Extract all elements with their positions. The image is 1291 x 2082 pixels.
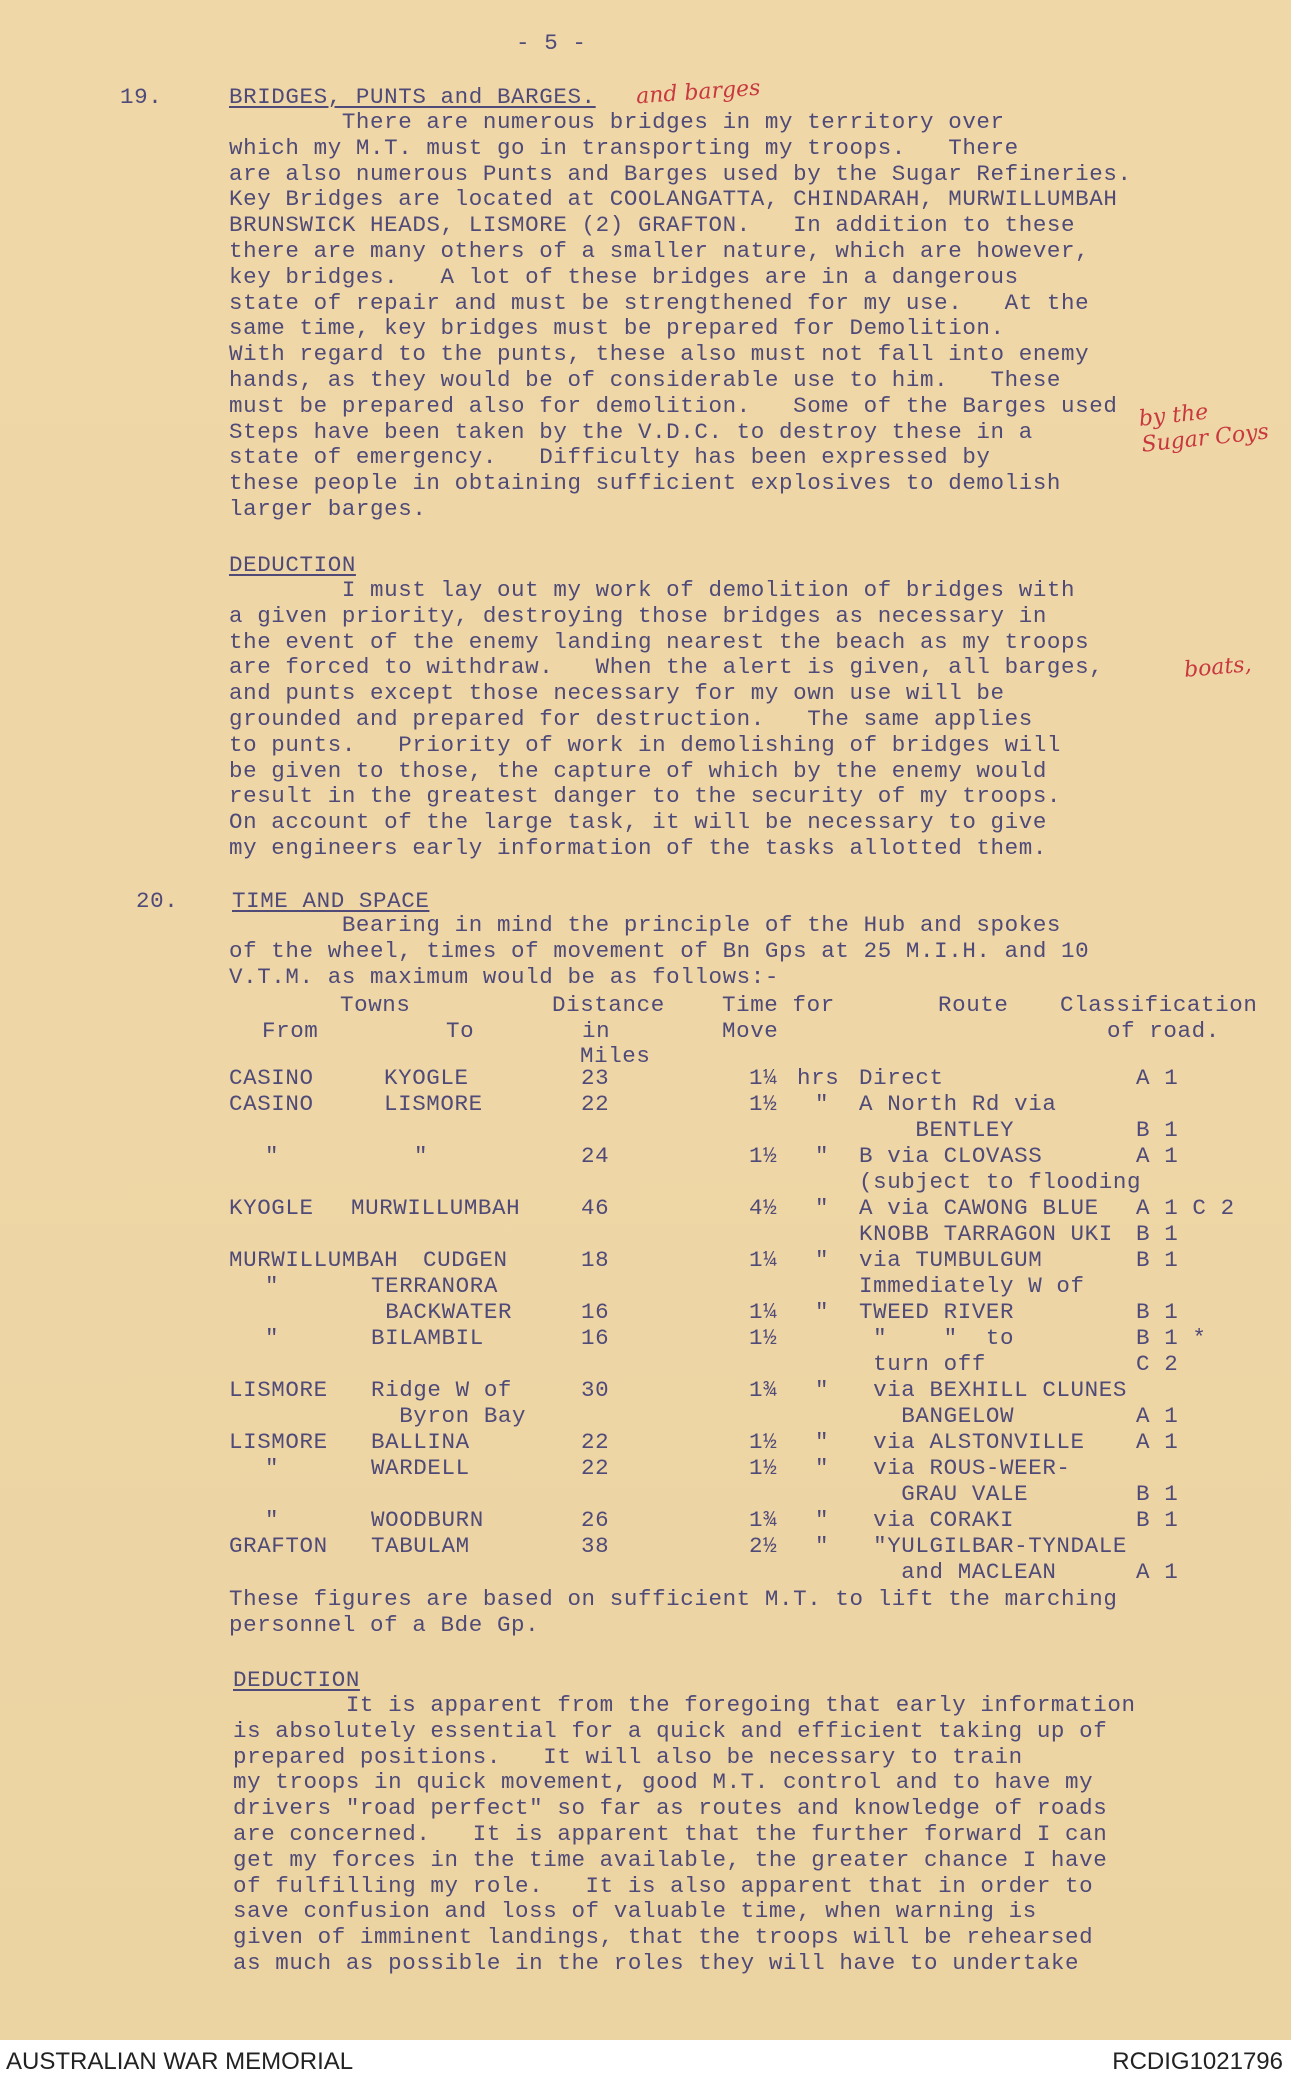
table-cell: 1½ bbox=[749, 1091, 778, 1117]
table-cell: BACKWATER bbox=[357, 1299, 513, 1325]
body-line: On account of the large task, it will be necessary to give bbox=[229, 809, 1047, 836]
table-cell: " bbox=[815, 1455, 830, 1481]
table-row bbox=[229, 1325, 1269, 1351]
body-line: I must lay out my work of demolition of bridges with bbox=[229, 577, 1076, 603]
table-cell: 30 bbox=[581, 1377, 610, 1403]
footer-record-id: RCDIG1021796 bbox=[1112, 2048, 1283, 2075]
body-line: must be prepared also for demolition. Some of the Barges used bbox=[229, 392, 1118, 419]
table-row bbox=[229, 1507, 1269, 1533]
body-line: key bridges. A lot of these bridges are in a dangerous bbox=[229, 263, 1019, 290]
table-cell: 1¼ bbox=[749, 1247, 778, 1273]
table-cell: B 1 bbox=[1136, 1221, 1179, 1247]
table-cell: 22 bbox=[581, 1429, 610, 1455]
body-line: of fulfilling my role. It is also apparent that in order to bbox=[233, 1872, 1094, 1899]
table-cell: B 1 bbox=[1136, 1481, 1179, 1507]
table-cell: " bbox=[265, 1325, 280, 1351]
table-cell: 4½ bbox=[749, 1195, 778, 1221]
table-cell: via CORAKI bbox=[859, 1507, 1015, 1533]
table-row bbox=[229, 1065, 1269, 1091]
header-move: Move bbox=[722, 1018, 779, 1044]
table-row bbox=[229, 1377, 1269, 1403]
section-20-heading: TIME AND SPACE bbox=[232, 888, 430, 914]
table-cell: " bbox=[265, 1143, 280, 1169]
body-line: given of imminent landings, that the troops will be rehearsed bbox=[233, 1924, 1094, 1951]
table-row bbox=[229, 1091, 1269, 1117]
body-line: my engineers early information of the tasks allotted them. bbox=[229, 834, 1047, 861]
body-line: V.T.M. as maximum would be as follows:- bbox=[229, 963, 779, 990]
table-row bbox=[229, 1221, 1269, 1247]
table-cell: "YULGILBAR-TYNDALE bbox=[859, 1533, 1127, 1559]
table-cell: 1¼ bbox=[749, 1065, 778, 1091]
body-line: get my forces in the time available, the greater chance I have bbox=[233, 1846, 1108, 1873]
table-cell: 16 bbox=[581, 1325, 610, 1351]
table-row bbox=[229, 1299, 1269, 1325]
body-line: the event of the enemy landing nearest the beach as my troops bbox=[229, 628, 1090, 655]
table-cell: WARDELL bbox=[371, 1455, 470, 1481]
table-cell: 1½ bbox=[749, 1325, 778, 1351]
table-cell: 2½ bbox=[749, 1533, 778, 1559]
header-to: To bbox=[446, 1018, 475, 1044]
table-cell: A 1 bbox=[1136, 1559, 1179, 1585]
table-cell: B 1 * bbox=[1136, 1325, 1207, 1351]
body-line: which my M.T. must go in transporting my troops. There bbox=[229, 134, 1019, 161]
table-row bbox=[229, 1559, 1269, 1585]
table-cell: Byron Bay bbox=[371, 1403, 527, 1429]
table-cell: " bbox=[815, 1377, 830, 1403]
body-line: result in the greatest danger to the security of my troops. bbox=[229, 783, 1062, 810]
table-cell: via ROUS-WEER- bbox=[859, 1455, 1071, 1481]
table-cell: B 1 bbox=[1136, 1507, 1179, 1533]
deduction-1-body bbox=[229, 578, 1249, 862]
table-cell: KYOGLE bbox=[384, 1065, 469, 1091]
table-cell: " bbox=[815, 1299, 830, 1325]
table-cell: via BEXHILL CLUNES bbox=[859, 1377, 1127, 1403]
table-cell: CASINO bbox=[229, 1065, 314, 1091]
footer-institution: AUSTRALIAN WAR MEMORIAL bbox=[6, 2048, 354, 2075]
body-line: Key Bridges are located at COOLANGATTA, CHINDARAH, MURWILLUMBAH bbox=[229, 186, 1118, 213]
table-cell: B via CLOVASS bbox=[859, 1143, 1043, 1169]
table-cell: and MACLEAN bbox=[859, 1559, 1057, 1585]
table-cell: B 1 bbox=[1136, 1117, 1179, 1143]
deduction-2-body bbox=[233, 1693, 1253, 1977]
body-line: my troops in quick movement, good M.T. control and to have my bbox=[233, 1769, 1094, 1796]
table-row bbox=[229, 1195, 1269, 1221]
table-row bbox=[229, 1455, 1269, 1481]
table-cell: " bbox=[265, 1455, 280, 1481]
table-cell: " bbox=[815, 1429, 830, 1455]
table-cell: 23 bbox=[581, 1065, 610, 1091]
table-cell: " bbox=[815, 1533, 830, 1559]
table-cell: A via CAWONG BLUE bbox=[859, 1195, 1099, 1221]
table-cell: WOODBURN bbox=[371, 1507, 484, 1533]
header-distance-in: in bbox=[582, 1018, 611, 1044]
body-line: a given priority, destroying those bridges as necessary in bbox=[229, 602, 1047, 629]
table-cell: B 1 bbox=[1136, 1299, 1179, 1325]
table-cell: turn off bbox=[859, 1351, 986, 1377]
header-classification: Classification bbox=[1060, 992, 1258, 1018]
table-cell: 24 bbox=[581, 1143, 610, 1169]
body-line: grounded and prepared for destruction. The same applies bbox=[229, 705, 1033, 732]
body-line: BRUNSWICK HEADS, LISMORE (2) GRAFTON. In addition to these bbox=[229, 212, 1076, 239]
table-row bbox=[229, 1429, 1269, 1455]
handwritten-heading-note: and barges bbox=[635, 75, 762, 110]
table-cell: C 2 bbox=[1136, 1351, 1179, 1377]
body-line: larger barges. bbox=[229, 495, 427, 522]
table-cell: A 1 bbox=[1136, 1403, 1179, 1429]
table-cell: A 1 bbox=[1136, 1429, 1179, 1455]
table-cell: 1¼ bbox=[749, 1299, 778, 1325]
body-line: prepared positions. It will also be necessary to train bbox=[233, 1743, 1023, 1770]
body-line: drivers "road perfect" so far as routes and knowledge of roads bbox=[233, 1795, 1108, 1822]
table-row bbox=[229, 1403, 1269, 1429]
header-route: Route bbox=[938, 992, 1009, 1018]
body-line: as much as possible in the roles they will have to undertake bbox=[233, 1949, 1080, 1976]
table-cell: 22 bbox=[581, 1091, 610, 1117]
section-19-body bbox=[229, 110, 1249, 523]
body-line: state of emergency. Difficulty has been expressed by bbox=[229, 444, 991, 471]
body-line: these people in obtaining sufficient explosives to demolish bbox=[229, 470, 1062, 497]
table-cell: TWEED RIVER bbox=[859, 1299, 1015, 1325]
table-cell: 1½ bbox=[749, 1429, 778, 1455]
table-cell: " " to bbox=[859, 1325, 1015, 1351]
table-row bbox=[229, 1247, 1269, 1273]
section-19-heading: BRIDGES, PUNTS and BARGES. bbox=[229, 84, 596, 110]
body-line: save confusion and loss of valuable time, when warning is bbox=[233, 1898, 1037, 1925]
table-cell: 18 bbox=[581, 1247, 610, 1273]
table-cell: CASINO bbox=[229, 1091, 314, 1117]
table-cell: (subject to flooding bbox=[859, 1169, 1142, 1195]
page-number: - 5 - bbox=[516, 30, 587, 56]
table-cell: A 1 C 2 bbox=[1136, 1195, 1235, 1221]
body-line: are concerned. It is apparent that the further forward I can bbox=[233, 1820, 1108, 1847]
table-cell: Ridge W of bbox=[371, 1377, 513, 1403]
table-cell: " bbox=[815, 1507, 830, 1533]
table-cell: 26 bbox=[581, 1507, 610, 1533]
header-time-for: Time for bbox=[722, 992, 835, 1018]
table-cell: GRAFTON bbox=[229, 1533, 328, 1559]
table-cell: via ALSTONVILLE bbox=[859, 1429, 1085, 1455]
table-cell: 1½ bbox=[749, 1455, 778, 1481]
body-line: With regard to the punts, these also must not fall into enemy bbox=[229, 341, 1090, 368]
deduction-1-heading: DEDUCTION bbox=[229, 552, 356, 578]
table-cell: " bbox=[815, 1195, 830, 1221]
table-cell: " bbox=[265, 1507, 280, 1533]
movement-table bbox=[229, 1065, 1269, 1585]
body-line: These figures are based on sufficient M.T. to lift the marching bbox=[229, 1586, 1118, 1612]
table-cell: BENTLEY bbox=[859, 1117, 1015, 1143]
body-line: are also numerous Punts and Barges used by the Sugar Refineries. bbox=[229, 160, 1132, 187]
table-cell: KYOGLE bbox=[229, 1195, 314, 1221]
header-of-road: of road. bbox=[1107, 1018, 1220, 1044]
table-cell: 46 bbox=[581, 1195, 610, 1221]
table-cell: TERRANORA bbox=[371, 1273, 498, 1299]
table-cell: 22 bbox=[581, 1455, 610, 1481]
body-line: personnel of a Bde Gp. bbox=[229, 1611, 540, 1638]
body-line: there are many others of a smaller nature, which are however, bbox=[229, 237, 1090, 264]
table-cell: " bbox=[815, 1143, 830, 1169]
table-cell: Immediately W of bbox=[859, 1273, 1085, 1299]
table-row bbox=[229, 1169, 1269, 1195]
table-cell: LISMORE bbox=[229, 1377, 328, 1403]
table-cell: MURWILLUMBAH bbox=[229, 1247, 399, 1273]
handwritten-boats-note: boats, bbox=[1183, 652, 1253, 683]
table-row bbox=[229, 1273, 1269, 1299]
body-line: state of repair and must be strengthened for my use. At the bbox=[229, 289, 1090, 316]
header-towns: Towns bbox=[340, 992, 411, 1018]
section-20-number: 20. bbox=[136, 888, 179, 914]
table-cell: A 1 bbox=[1136, 1143, 1179, 1169]
table-cell: " bbox=[815, 1247, 830, 1273]
table-cell: A 1 bbox=[1136, 1065, 1179, 1091]
table-cell: BILAMBIL bbox=[371, 1325, 484, 1351]
table-cell: BALLINA bbox=[371, 1429, 470, 1455]
table-cell: 1½ bbox=[749, 1143, 778, 1169]
table-row bbox=[229, 1481, 1269, 1507]
table-cell: KNOBB TARRAGON UKI bbox=[859, 1221, 1113, 1247]
body-line: be given to those, the capture of which by the enemy would bbox=[229, 757, 1047, 784]
table-cell: LISMORE bbox=[384, 1091, 483, 1117]
body-line: There are numerous bridges in my territory over bbox=[229, 109, 1005, 135]
table-row bbox=[229, 1117, 1269, 1143]
table-cell: via TUMBULGUM bbox=[859, 1247, 1043, 1273]
table-cell: " bbox=[815, 1091, 830, 1117]
section-19-number: 19. bbox=[120, 84, 163, 110]
body-line: is absolutely essential for a quick and efficient taking up of bbox=[233, 1717, 1108, 1744]
table-cell: BANGELOW bbox=[859, 1403, 1015, 1429]
table-cell: B 1 bbox=[1136, 1247, 1179, 1273]
body-line: of the wheel, times of movement of Bn Gps at 25 M.I.H. and 10 bbox=[229, 937, 1090, 964]
body-line: Steps have been taken by the V.D.C. to destroy these in a bbox=[229, 418, 1033, 445]
body-line: are forced to withdraw. When the alert is given, all barges, bbox=[229, 654, 1104, 681]
table-row bbox=[229, 1533, 1269, 1559]
body-line: Bearing in mind the principle of the Hub and spokes bbox=[229, 912, 1062, 938]
table-cell: 16 bbox=[581, 1299, 610, 1325]
table-row bbox=[229, 1351, 1269, 1377]
table-cell: " bbox=[414, 1143, 429, 1169]
table-cell: hrs bbox=[797, 1065, 840, 1091]
header-from: From bbox=[262, 1018, 319, 1044]
body-line: to punts. Priority of work in demolishing of bridges will bbox=[229, 731, 1062, 758]
table-cell: 38 bbox=[581, 1533, 610, 1559]
body-line: hands, as they would be of considerable use to him. These bbox=[229, 366, 1062, 393]
table-cell: GRAU VALE bbox=[859, 1481, 1029, 1507]
table-row bbox=[229, 1143, 1269, 1169]
body-line: and punts except those necessary for my own use will be bbox=[229, 680, 1005, 707]
table-cell: 1¾ bbox=[749, 1507, 778, 1533]
body-line: same time, key bridges must be prepared for Demolition. bbox=[229, 315, 1005, 342]
table-cell: A North Rd via bbox=[859, 1091, 1057, 1117]
table-cell: MURWILLUMBAH bbox=[351, 1195, 521, 1221]
table-cell: 1¾ bbox=[749, 1377, 778, 1403]
header-distance: Distance bbox=[552, 992, 665, 1018]
handwritten-margin-note: by the Sugar Coys bbox=[1137, 399, 1271, 458]
deduction-2-heading: DEDUCTION bbox=[233, 1667, 360, 1693]
table-cell: CUDGEN bbox=[423, 1247, 508, 1273]
section-20-body bbox=[229, 913, 1249, 990]
archive-footer bbox=[0, 2040, 1291, 2082]
table-cell: LISMORE bbox=[229, 1429, 328, 1455]
table-cell: Direct bbox=[859, 1065, 944, 1091]
body-line: It is apparent from the foregoing that early information bbox=[233, 1692, 1136, 1718]
table-cell: TABULAM bbox=[371, 1533, 470, 1559]
table-cell: " bbox=[265, 1273, 280, 1299]
table-note bbox=[229, 1587, 1249, 1639]
header-distance-miles: Miles bbox=[580, 1043, 651, 1069]
